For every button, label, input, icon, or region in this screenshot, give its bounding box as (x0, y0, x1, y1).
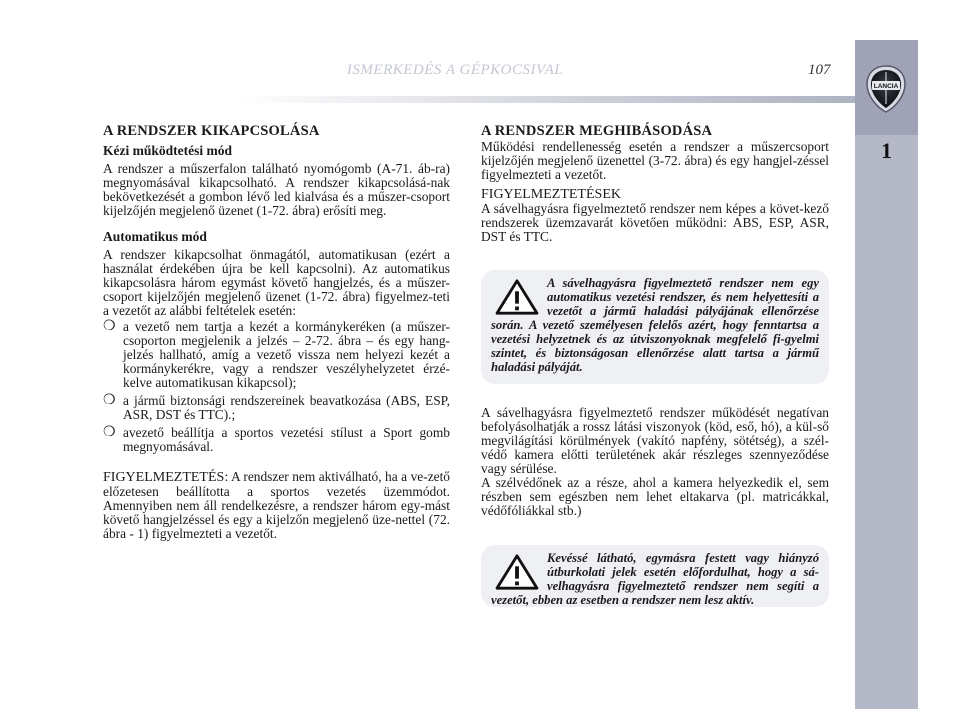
conditions-text: A sávelhagyásra figyelmeztető rendszer működését negatívan befolyásolhatják a rossz látási viszonyok (köd, eső, hó), a kül-ső megvilágítási körülmények (vakító napfény, sötétség), a szél-védő kamera előtti területének akár részleges szennyeződése vagy sérülése. (481, 405, 829, 476)
chapter-sidebar (855, 40, 918, 709)
manual-mode-text: A rendszer a műszerfalon található nyomógomb (A-71. áb-ra) megnyomásával kikapcsolható. A rendszer kikapcsolásá-nak bekövetkezését a gombon lévő led kialvása és a műszer-csoport kijelzőjén megjelenő üzenet (1-72. ábra) erősíti meg. (103, 161, 450, 218)
warning-label: FIGYELMEZTETÉS: (103, 470, 229, 485)
warning-triangle-icon (493, 553, 541, 591)
warning-box (481, 545, 829, 607)
warning-triangle-icon (493, 278, 541, 316)
automatic-mode-text: A rendszer kikapcsolhat önmagától, automatikusan (ezért a használat érdekében újra be kell kapcsolni). Az automatikus kikapcsolásra három egymást követő hangjelzés, és a műszer-csoport kijelzőjén megjelenő üzenet (1-72. ábra) figyelmez-teti a vezetőt az alábbi feltételek esetén: (103, 247, 450, 318)
lancia-logo-icon (864, 64, 908, 114)
bullet-circle-icon: ❍ (103, 393, 116, 408)
bullet-circle-icon: ❍ (103, 319, 116, 334)
sidebar-logo-area (855, 40, 918, 135)
warning-text: A rendszer nem aktiválható, ha a ve-zető előzetesen beállította a sportos vezetés üzemmódot. Amennyiben nem áll rendelkezésre, a rendszer három egy-mást követő hangjelzéssel és egy a kijelzőn megjelenő üze-nettel (72. ábra - 1) figyelmezteti a vezetőt. (103, 469, 451, 541)
conditions-section (481, 406, 829, 518)
header-divider (100, 96, 855, 103)
right-column (481, 124, 829, 244)
section-heading-fault: A RENDSZER MEGHIBÁSODÁSA (481, 123, 713, 139)
warning-box-text: A sávelhagyásra figyelmeztető rendszer nem egy automatikus vezetési rendszer, és nem helyettesíti a vezetőt a jármű haladási pályájának ellenőrzése során. A vezető személyesen felelős azért, hogy fenntartsa a vezetési helyzetnek és az útviszonyoknak megfelelő fi-gyelmi szintet, és biztonságosan ellenőrzése alatt tartsa a jármű haladási pályáját. (491, 276, 819, 374)
svg-text:LANCIA: LANCIA (873, 83, 899, 91)
left-column (103, 124, 450, 541)
list-item: ❍ a jármű biztonsági rendszereinek beavatkozása (ABS, ESP, ASR, DST és TTC).; (103, 393, 450, 422)
camera-text: A szélvédőnek az a része, ahol a kamera helyezkedik el, sem részben sem egészben nem lehet eltakarva (pl. matricákkal, védőfóliákkal stb.) (481, 475, 829, 518)
list-item: ❍ avezető beállítja a sportos vezetési stílust a Sport gomb megnyomásával. (103, 425, 450, 454)
subheading-manual-mode: Kézi működtetési mód (103, 143, 232, 158)
list-item: ❍ a vezető nem tartja a kezét a kormánykeréken (a műszer-csoporton megjelenik a jelzés – 2-72. ábra – és egy hang-jelzés hallható, amíg a vezető vissza nem helyezi kezét a kormánykerékre, vagy a rendszer veszélyhelyzetet érzé-kelve automatikusan kikapcsol); (103, 319, 450, 390)
warnings-text: A sávelhagyásra figyelmeztető rendszer nem képes a követ-kező rendszerek üzemzavarát követően működni: ABS, ESP, ASR, DST és TTC. (481, 201, 829, 244)
fault-text: Működési rendellenesség esetén a rendszer a műszercsoport kijelzőjén megjelenő üzenettel (3-72. ábra) és egy hangjel-zéssel figyelmezteti a vezetőt. (481, 139, 829, 182)
bullet-circle-icon: ❍ (103, 425, 116, 440)
condition-list (103, 320, 450, 454)
warning-paragraph (103, 470, 450, 541)
warning-box-text: Kevéssé látható, egymásra festett vagy hiányzó útburkolati jelek esetén előfordulhat, hogy a sá-velhagyásra figyelmeztető rendszer nem segíti a vezetőt, ebben az esetben a rendszer nem lesz aktív. (491, 551, 819, 607)
page-number: 107 (808, 62, 831, 78)
running-header-title: ISMERKEDÉS A GÉPKOCSIVAL (346, 62, 564, 78)
chapter-number: 1 (881, 138, 892, 163)
section-heading-disable: A RENDSZER KIKAPCSOLÁSA (103, 123, 320, 139)
warnings-label: FIGYELMEZTETÉSEK (481, 187, 621, 202)
subheading-automatic-mode: Automatikus mód (103, 229, 207, 244)
warning-box (481, 270, 829, 384)
